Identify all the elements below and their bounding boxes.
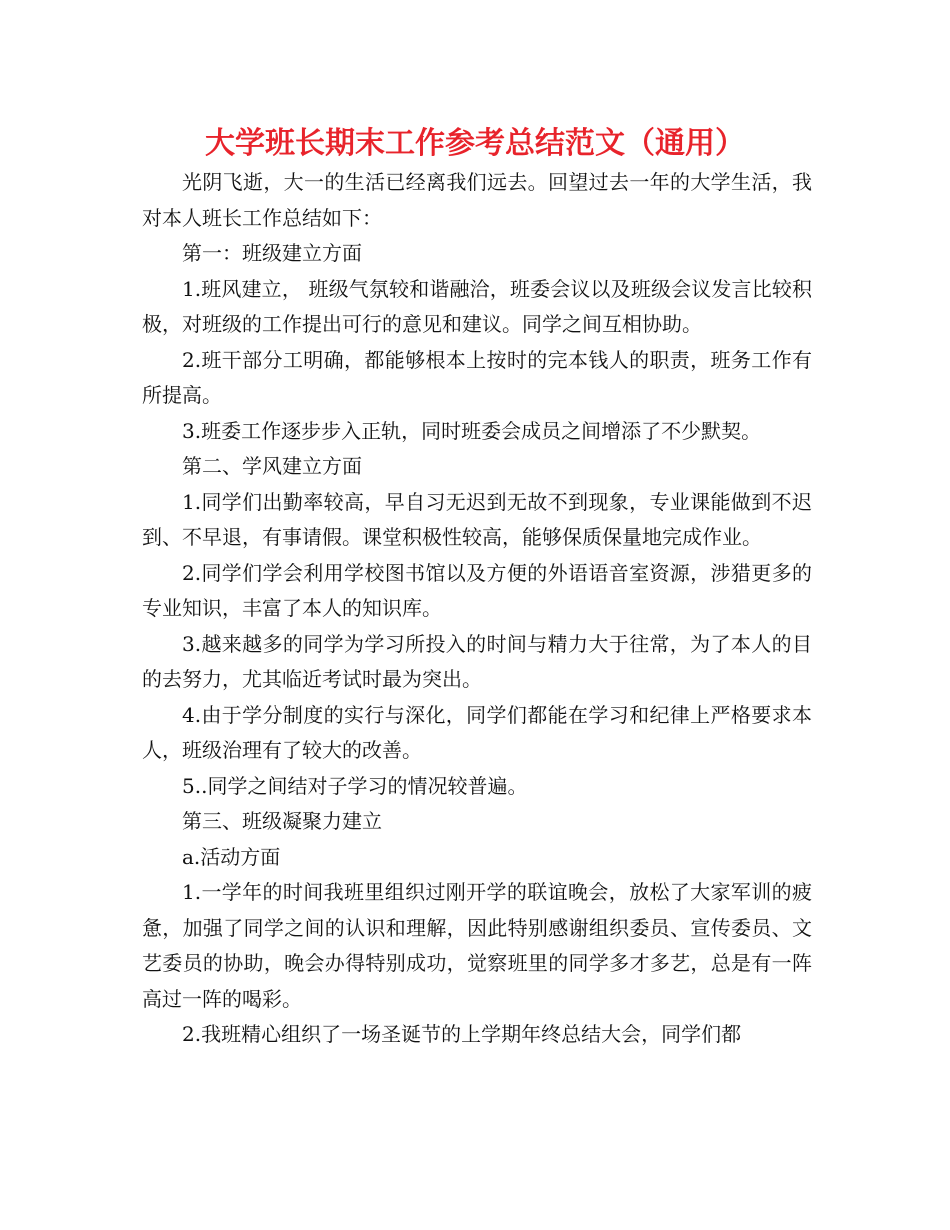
paragraph: 2.同学们学会利用学校图书馆以及方便的外语语音室资源，涉猎更多的专业知识，丰富了本人的知识库。: [142, 560, 812, 620]
section-heading-study-style: 第二、学风建立方面: [182, 454, 362, 478]
subsection-heading-activities: a.活动方面: [182, 844, 281, 869]
section-heading-cohesion: 第三、班级凝聚力建立: [182, 809, 382, 833]
paragraph: 3.越来越多的同学为学习所投入的时间与精力大于往常，为了本人的目的去努力，尤其临近考试时最为突出。: [142, 631, 812, 691]
paragraph: 2.我班精心组织了一场圣诞节的上学期年终总结大会，同学们都: [182, 1022, 742, 1046]
section-heading-class-building: 第一：班级建立方面: [182, 241, 362, 265]
paragraph: 2.班干部分工明确，都能够根本上按时的完本钱人的职责，班务工作有所提高。: [142, 347, 812, 407]
paragraph: 5..同学之间结对子学习的情况较普遍。: [182, 773, 528, 798]
paragraph: 3.班委工作逐步步入正轨，同时班委会成员之间增添了不少默契。: [182, 418, 762, 443]
paragraph-intro: 光阴飞逝，大一的生活已经离我们远去。回望过去一年的大学生活，我对本人班长工作总结如下：: [142, 170, 812, 230]
paragraph: 1.一学年的时间我班里组织过刚开学的联谊晚会，放松了大家军训的疲惫，加强了同学之间的认识和理解，因此特别感谢组织委员、宣传委员、文艺委员的协助，晚会办得特别成功，觉察班里的同学多才多艺，总是有一阵高过一阵的喝彩。: [142, 880, 812, 1011]
paragraph: 4.由于学分制度的实行与深化，同学们都能在学习和纪律上严格要求本人，班级治理有了较大的改善。: [142, 702, 812, 762]
paragraph: 1.同学们出勤率较高，早自习无迟到无故不到现象，专业课能做到不迟到、不早退，有事请假。课堂积极性较高，能够保质保量地完成作业。: [142, 489, 812, 549]
document-title: 大学班长期末工作参考总结范文（通用）: [205, 126, 745, 161]
document-body: [142, 165, 812, 1053]
paragraph: 1.班风建立， 班级气氛较和谐融洽，班委会议以及班级会议发言比较积极，对班级的工作提出可行的意见和建议。同学之间互相协助。: [142, 276, 812, 336]
